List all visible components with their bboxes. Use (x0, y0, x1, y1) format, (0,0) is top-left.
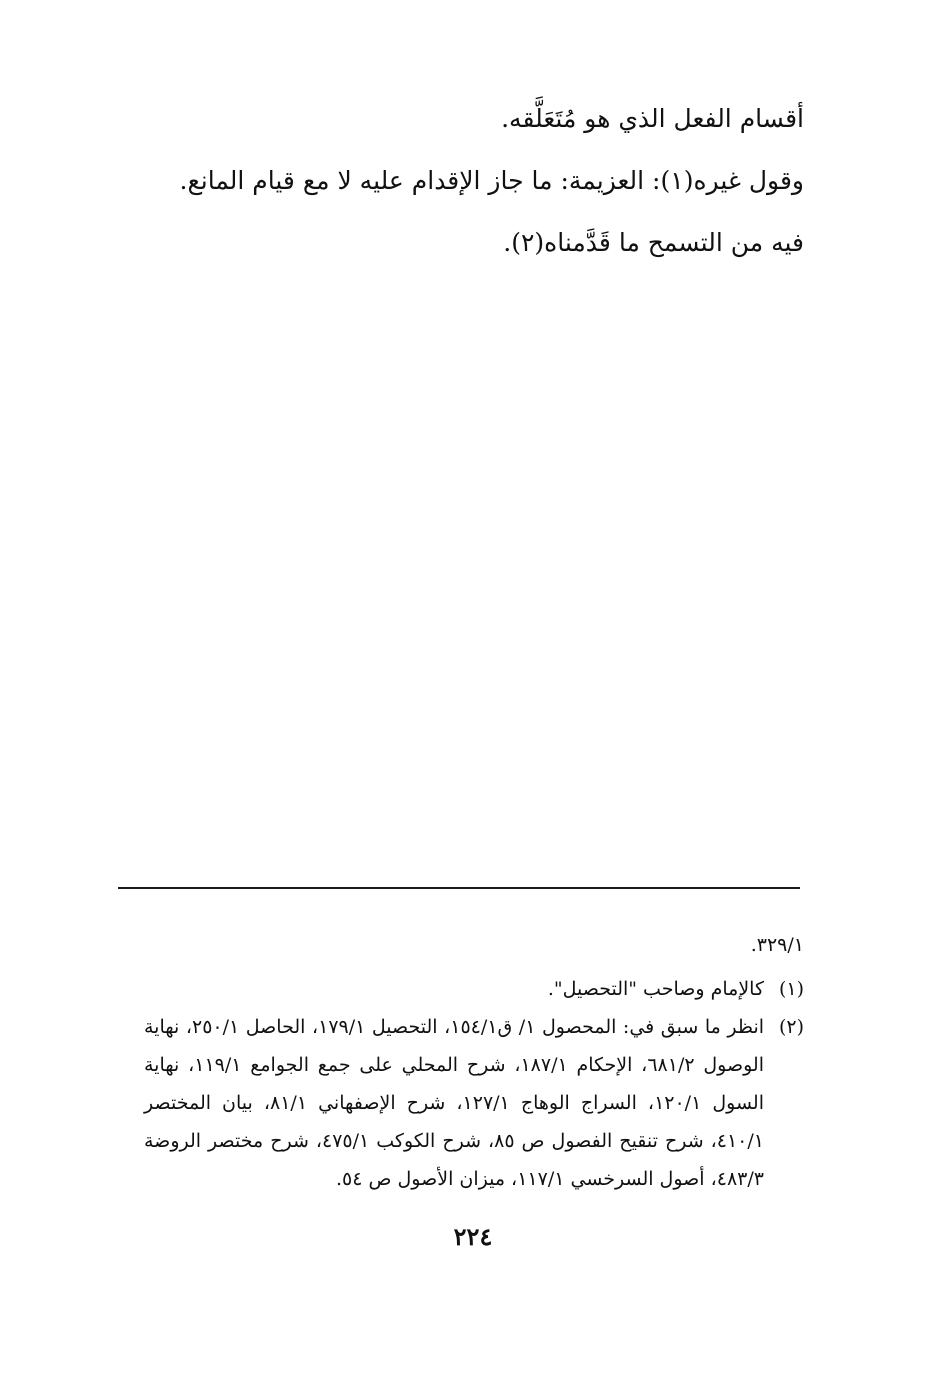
footnote-continuation: ٣٢٩/١. (750, 934, 804, 956)
footnote-text: كالإمام وصاحب "التحصيل". (547, 978, 764, 1000)
page-number: ٢٢٤ (453, 1222, 493, 1251)
footnote-text: انظر ما سبق في: المحصول ١/ ق١٥٤/١، التحصيل ١٧٩/١، الحاصل ٢٥٠/١، نهاية الوصول ٦٨١/٢، الإحكام ١٨٧/١، شرح المحلي على جمع الجوامع ١١٩/١، نهاية السول ١٢٠/١، السراج الوهاج ١٢٧/١، شرح الإصفهاني ٨١/١، بيان المختصر ٤١٠/١، شرح تنقيح الفصول ص ٨٥، شرح الكوكب ٤٧٥/١، شرح مختصر الروضة ٤٨٣/٣، أصول السرخسي ١١٧/١، ميزان الأصول ص ٥٤. (144, 1016, 765, 1190)
main-text-line: فيه من التسمح ما قَدَّمناه(٢). (503, 228, 804, 257)
main-text-line: وقول غيره(١): العزيمة: ما جاز الإقدام عليه لا مع قيام المانع. (179, 166, 804, 195)
main-text-body (164, 88, 804, 274)
footnote-divider (118, 887, 800, 889)
footnote-number: (١) (778, 978, 804, 1000)
footnote-number: (٢) (778, 1016, 804, 1038)
main-text-line: أقسام الفعل الذي هو مُتَعَلَّقه. (501, 104, 804, 133)
footnotes-section (144, 926, 804, 1198)
footnote-2 (144, 1008, 804, 1198)
footnote-1 (144, 970, 804, 1008)
